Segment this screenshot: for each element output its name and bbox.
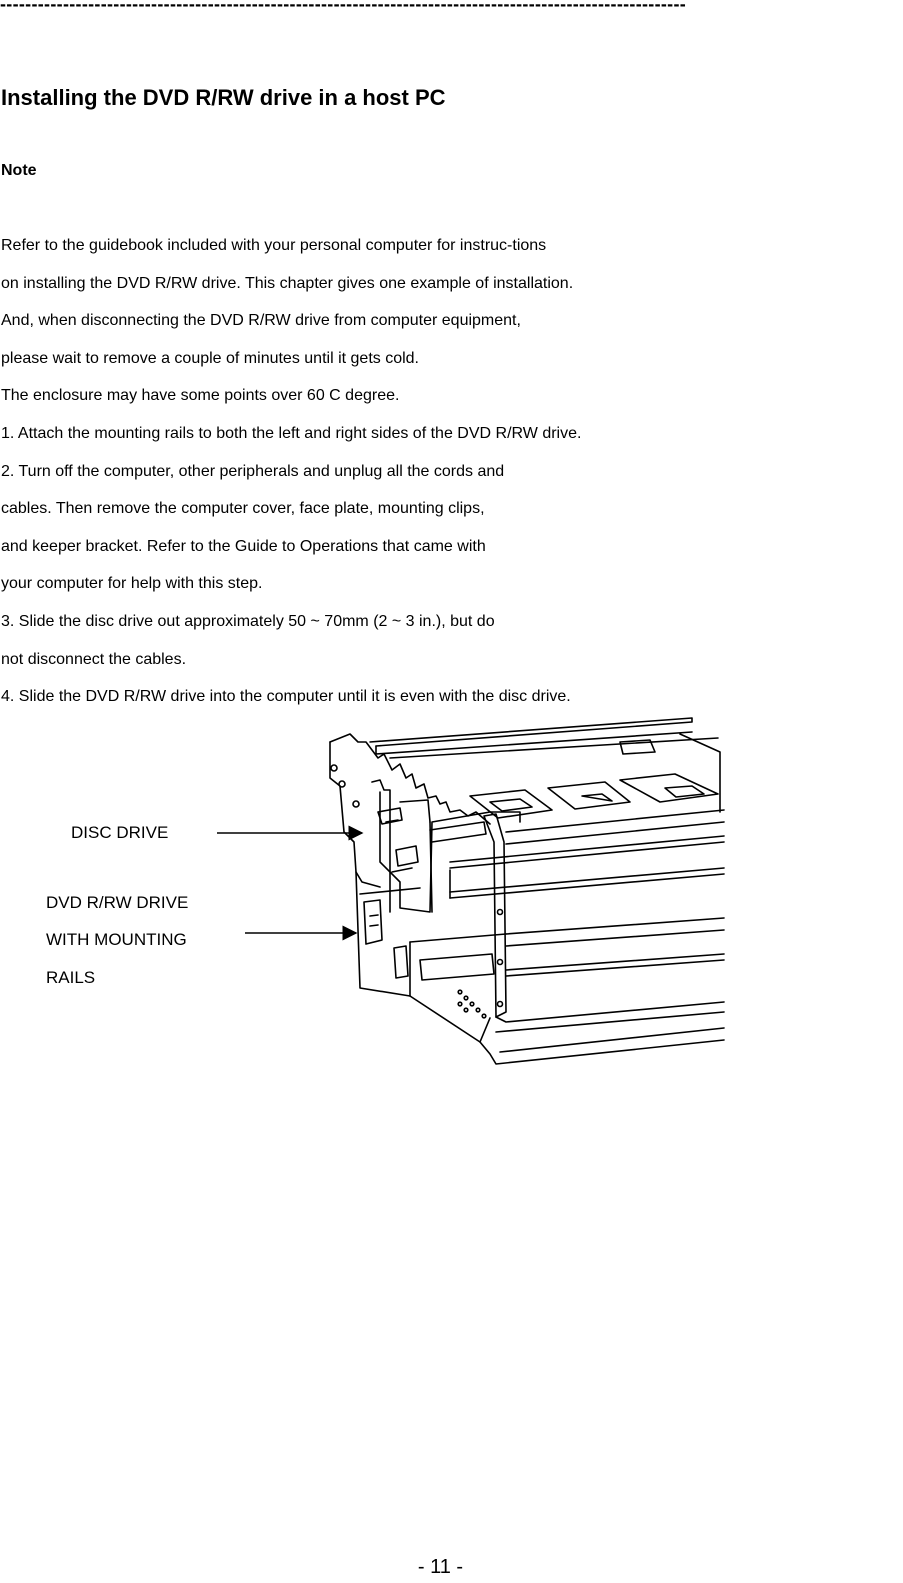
body-line: and keeper bracket. Refer to the Guide to Operations that came with [1, 537, 486, 555]
body-line: And, when disconnecting the DVD R/RW drive from computer equipment, [1, 312, 521, 330]
body-line: on installing the DVD R/RW drive. This chapter gives one example of installation. [1, 274, 574, 292]
page-title: Installing the DVD R/RW drive in a host PC [1, 85, 446, 110]
body-line: your computer for help with this step. [1, 575, 263, 593]
dvd-drive-label-line1: DVD R/RW DRIVE [46, 893, 189, 912]
body-line: cables. Then remove the computer cover, face plate, mounting clips, [1, 500, 485, 518]
body-line: Refer to the guidebook included with your personal computer for instruc-tions [1, 237, 547, 254]
body-line: please wait to remove a couple of minutes until it gets cold. [1, 349, 419, 367]
disc-drive-label: DISC DRIVE [71, 823, 169, 842]
body-line: not disconnect the cables. [1, 650, 187, 668]
page-number: - 11 - [417, 1556, 464, 1578]
body-line: The enclosure may have some points over 60 C degree. [1, 387, 400, 405]
note-heading: Note [1, 162, 37, 179]
step-4-line: 4. Slide the DVD R/RW drive into the computer until it is even with the disc drive. [1, 688, 571, 706]
step-3-line: 3. Slide the disc drive out approximately 50 ~ 70mm (2 ~ 3 in.), but do [1, 612, 495, 630]
header-dashed-rule: ------------------------------------------------------------------------------------------------------------- [0, 0, 687, 14]
step-1-line: 1. Attach the mounting rails to both the left and right sides of the DVD R/RW drive. [1, 424, 582, 442]
step-2-line: 2. Turn off the computer, other peripherals and unplug all the cords and [1, 462, 505, 480]
dvd-drive-label-line2: WITH MOUNTING [46, 930, 187, 949]
drive-bay-illustration [320, 712, 725, 1072]
dvd-drive-label-line3: RAILS [46, 968, 96, 987]
